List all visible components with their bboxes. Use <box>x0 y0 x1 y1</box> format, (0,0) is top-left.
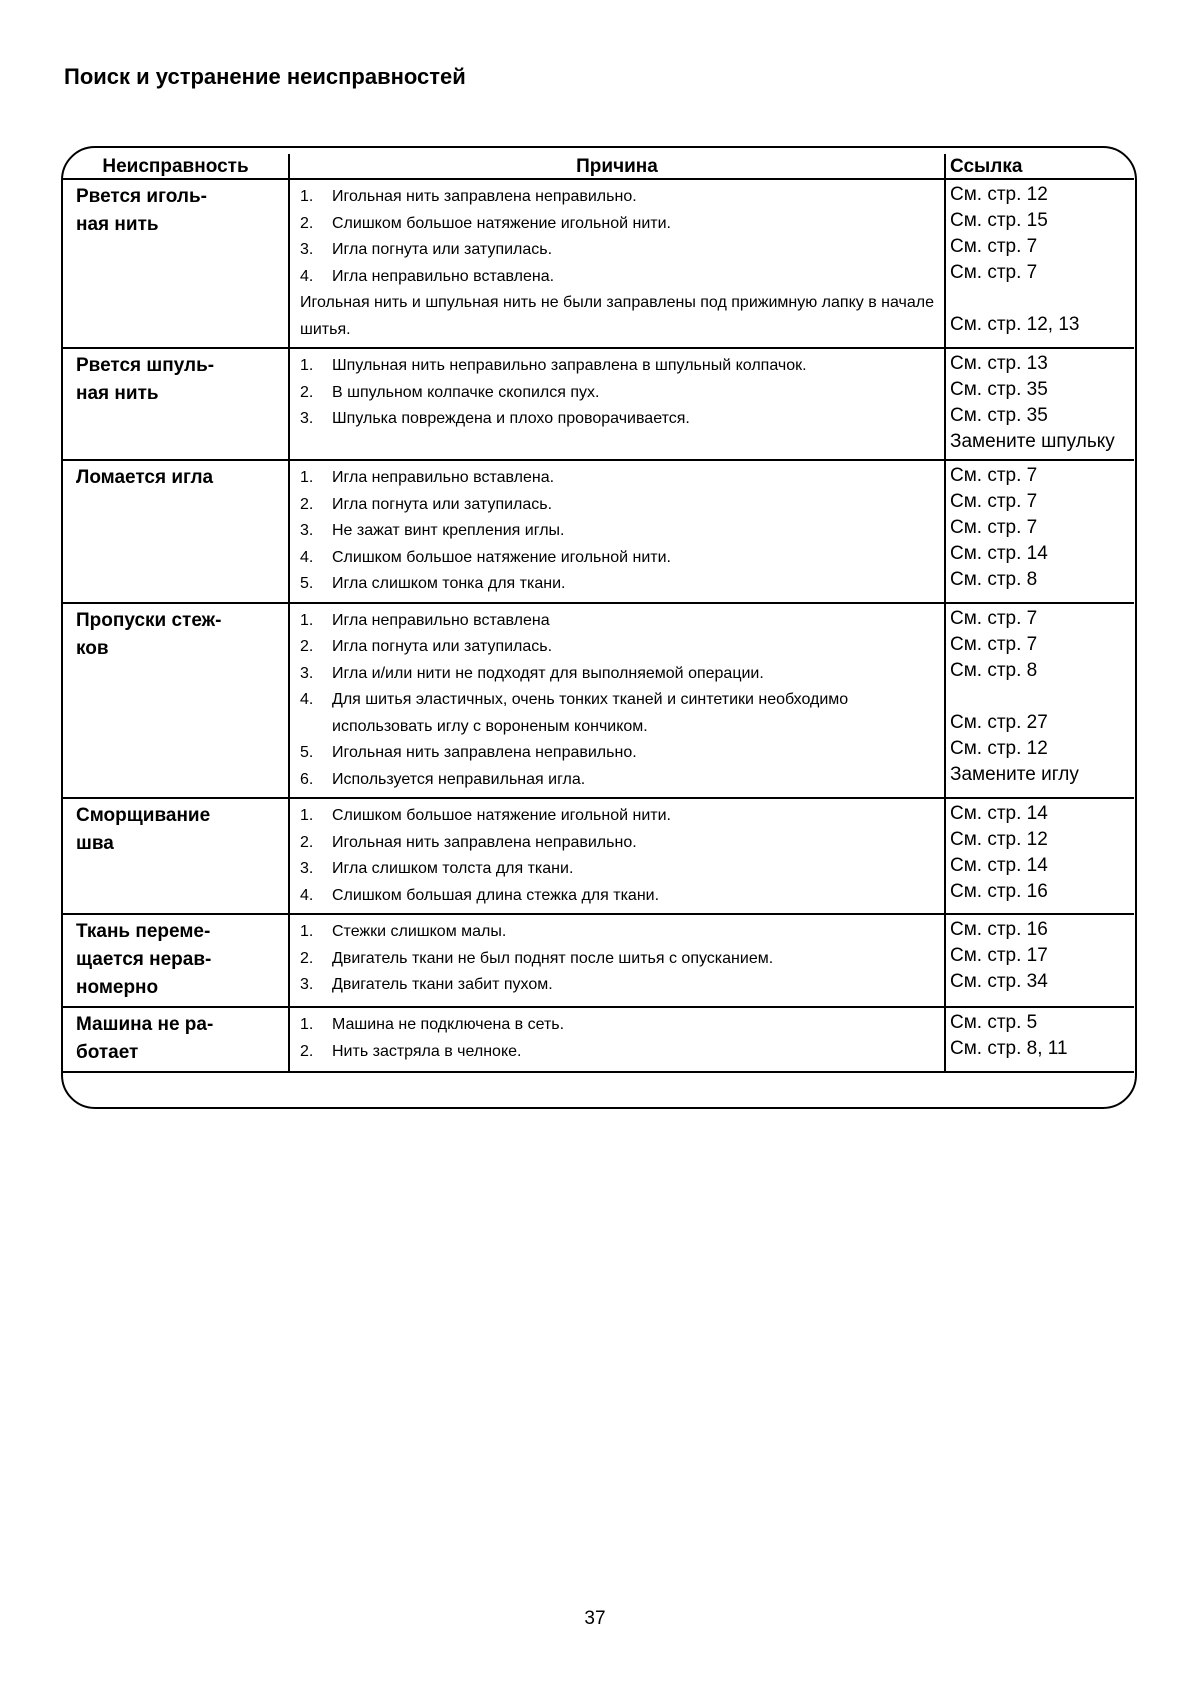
reference-item: См. стр. 27 <box>950 711 1048 733</box>
reference-item: См. стр. 12, 13 <box>950 314 1080 335</box>
reference-item: См. стр. 8, 11 <box>950 1038 1068 1059</box>
cause-text: Слишком большое натяжение игольной нити. <box>332 214 671 232</box>
cause-text: Игла и/или нити не подходят для выполняемой операции. <box>332 664 764 682</box>
reference-item: См. стр. 16 <box>950 919 1048 940</box>
cause-number: 6. <box>300 770 314 788</box>
cause-text: Игла слишком тонка для ткани. <box>332 575 566 592</box>
table-row <box>63 460 1134 603</box>
reference-cell <box>945 348 1134 460</box>
reference-item: См. стр. 12 <box>950 737 1048 759</box>
problem-line: Ломается игла <box>76 467 214 488</box>
header-reference: Ссылка <box>945 154 1134 179</box>
cause-number: 2. <box>300 949 314 967</box>
table-row <box>63 348 1134 460</box>
cause-item <box>300 353 944 380</box>
reference-item: См. стр. 34 <box>950 971 1048 992</box>
cause-cell <box>289 603 945 799</box>
cause-number: 5. <box>300 744 314 761</box>
cause-text: Шпульная нить неправильно заправлена в шпульный колпачок. <box>332 357 807 374</box>
reference-item: См. стр. 17 <box>950 945 1048 966</box>
reference-item: См. стр. 14 <box>950 855 1048 876</box>
cause-item <box>300 883 944 910</box>
cause-item <box>300 830 944 857</box>
problem-line: Ткань переме- <box>76 921 211 942</box>
cause-text: Двигатель ткани не был поднят после шитья с опусканием. <box>332 949 774 967</box>
reference-item: См. стр. 7 <box>950 262 1038 283</box>
cause-text: Игольная нить заправлена неправильно. <box>332 744 637 761</box>
cause-number: 3. <box>300 241 314 258</box>
problem-line: шва <box>76 833 114 854</box>
cause-item <box>300 290 944 343</box>
reference-cell <box>945 798 1134 914</box>
cause-cell <box>289 798 945 914</box>
cause-text: Стежки слишком малы. <box>332 923 507 940</box>
problem-line: Машина не ра- <box>76 1014 214 1035</box>
reference-item: См. стр. 7 <box>950 517 1038 538</box>
cause-text: Игла погнута или затупилась. <box>332 638 553 655</box>
problem-line: номерно <box>76 977 159 998</box>
header-problem: Неисправность <box>63 154 289 179</box>
cause-item <box>300 492 944 519</box>
cause-text: Не зажат винт крепления иглы. <box>332 522 565 539</box>
cause-text: Нить застряла в челноке. <box>332 1042 522 1060</box>
cause-text: Двигатель ткани забит пухом. <box>332 976 553 993</box>
cause-number: 3. <box>300 860 314 877</box>
reference-item: См. стр. 8 <box>950 569 1038 590</box>
cause-number: 2. <box>300 1042 314 1060</box>
cause-item <box>300 518 944 545</box>
header-cause: Причина <box>289 154 945 179</box>
cause-item <box>300 946 944 973</box>
problem-cell <box>63 914 289 1007</box>
cause-text: Шпулька повреждена и плохо проворачивается. <box>332 410 690 427</box>
problem-line: Рвется шпуль- <box>76 355 215 376</box>
cause-number: 3. <box>300 976 314 993</box>
cause-text: Игольная нить и шпульная нить не были заправлены под прижимную лапку в начале шитья. <box>300 294 934 338</box>
problem-line: Пропуски стеж- <box>76 609 222 631</box>
reference-item: См. стр. 7 <box>950 633 1038 655</box>
reference-item: См. стр. 8 <box>950 659 1038 681</box>
cause-item <box>300 264 944 291</box>
cause-number: 1. <box>300 611 314 629</box>
table-row <box>63 1007 1134 1072</box>
cause-number: 1. <box>300 357 314 374</box>
cause-number: 4. <box>300 691 314 708</box>
cause-item <box>300 661 944 688</box>
cause-number: 1. <box>300 923 314 940</box>
table-row <box>63 914 1134 1007</box>
reference-item: Замените иглу <box>950 763 1079 785</box>
reference-item: См. стр. 13 <box>950 353 1048 374</box>
problem-line: ков <box>76 637 109 659</box>
problem-line: Рвется иголь- <box>76 186 207 207</box>
cause-item <box>300 608 944 635</box>
cause-text: Слишком большое натяжение игольной нити. <box>332 807 671 824</box>
reference-cell <box>945 603 1134 799</box>
reference-item: См. стр. 7 <box>950 236 1038 257</box>
cause-item <box>300 767 944 794</box>
cause-text: Слишком большая длина стежка для ткани. <box>332 886 660 904</box>
table-row <box>63 798 1134 914</box>
cause-item <box>300 571 944 598</box>
cause-number: 3. <box>300 410 314 427</box>
cause-number: 3. <box>300 522 314 539</box>
page-title: Поиск и устранение неисправностей <box>64 64 466 89</box>
cause-item <box>300 211 944 238</box>
cause-number: 2. <box>300 383 314 401</box>
table-header-row <box>63 154 1134 179</box>
reference-item: См. стр. 14 <box>950 543 1048 564</box>
cause-item <box>300 687 944 740</box>
cause-number: 4. <box>300 267 314 285</box>
cause-text: Машина не подключена в сеть. <box>332 1016 565 1033</box>
cause-number: 1. <box>300 469 314 486</box>
cause-cell <box>289 348 945 460</box>
cause-item <box>300 634 944 661</box>
cause-item <box>300 380 944 407</box>
cause-item <box>300 919 944 946</box>
problem-cell <box>63 798 289 914</box>
problem-line: ная нить <box>76 214 159 235</box>
reference-item: См. стр. 16 <box>950 881 1048 902</box>
cause-number: 2. <box>300 638 314 655</box>
cause-item <box>300 803 944 830</box>
problem-cell <box>63 179 289 348</box>
problem-line: щается нерав- <box>76 949 212 970</box>
troubleshooting-table <box>63 154 1134 1073</box>
cause-text: Для шитья эластичных, очень тонких тканей и синтетики необходимо использовать иглу с вороненым кончиком. <box>332 691 849 735</box>
reference-cell <box>945 460 1134 603</box>
cause-item <box>300 1012 944 1039</box>
reference-cell <box>945 914 1134 1007</box>
cause-text: Слишком большое натяжение игольной нити. <box>332 548 671 566</box>
cause-text: Игла погнута или затупилась. <box>332 241 553 258</box>
cause-text: Игла слишком толста для ткани. <box>332 860 574 877</box>
reference-item: См. стр. 15 <box>950 210 1048 231</box>
cause-text: Игла погнута или затупилась. <box>332 495 553 513</box>
cause-number: 4. <box>300 886 314 904</box>
cause-text: Игла неправильно вставлена. <box>332 469 555 486</box>
page-number: 37 <box>584 1608 606 1629</box>
cause-item <box>300 465 944 492</box>
cause-text: В шпульном колпачке скопился пух. <box>332 383 600 401</box>
cause-item <box>300 406 944 433</box>
reference-cell <box>945 1007 1134 1072</box>
table-row <box>63 179 1134 348</box>
problem-line: ная нить <box>76 383 159 404</box>
cause-number: 1. <box>300 1016 314 1033</box>
cause-number: 2. <box>300 495 314 513</box>
cause-number: 2. <box>300 833 314 851</box>
cause-number: 1. <box>300 188 314 205</box>
reference-item: См. стр. 35 <box>950 379 1048 400</box>
cause-text: Игла неправильно вставлена. <box>332 267 555 285</box>
table-body <box>63 179 1134 1072</box>
reference-item: См. стр. 5 <box>950 1012 1038 1033</box>
cause-item <box>300 856 944 883</box>
reference-item: См. стр. 35 <box>950 405 1048 426</box>
reference-item: См. стр. 14 <box>950 803 1048 824</box>
cause-text: Игольная нить заправлена неправильно. <box>332 833 637 851</box>
problem-cell <box>63 1007 289 1072</box>
cause-cell <box>289 460 945 603</box>
cause-text: Игольная нить заправлена неправильно. <box>332 188 637 205</box>
cause-item <box>300 237 944 264</box>
reference-item: См. стр. 12 <box>950 184 1048 205</box>
problem-cell <box>63 348 289 460</box>
reference-item: См. стр. 7 <box>950 607 1038 629</box>
cause-item <box>300 1039 944 1066</box>
cause-number: 5. <box>300 575 314 592</box>
cause-item <box>300 740 944 767</box>
cause-number: 3. <box>300 664 314 682</box>
reference-item: См. стр. 12 <box>950 829 1048 850</box>
cause-text: Используется неправильная игла. <box>332 770 586 788</box>
cause-cell <box>289 179 945 348</box>
problem-cell <box>63 460 289 603</box>
cause-cell <box>289 914 945 1007</box>
cause-cell <box>289 1007 945 1072</box>
problem-cell <box>63 603 289 799</box>
cause-item <box>300 545 944 572</box>
cause-number: 4. <box>300 548 314 566</box>
problem-line: Сморщивание <box>76 805 211 826</box>
reference-item: Замените шпульку <box>950 431 1115 452</box>
reference-item: См. стр. 7 <box>950 491 1038 512</box>
cause-item <box>300 972 944 999</box>
reference-cell <box>945 179 1134 348</box>
table-row <box>63 603 1134 799</box>
problem-line: ботает <box>76 1042 139 1063</box>
reference-item: См. стр. 7 <box>950 465 1038 486</box>
cause-item <box>300 184 944 211</box>
cause-number: 2. <box>300 214 314 232</box>
cause-number: 1. <box>300 807 314 824</box>
cause-text: Игла неправильно вставлена <box>332 611 550 629</box>
